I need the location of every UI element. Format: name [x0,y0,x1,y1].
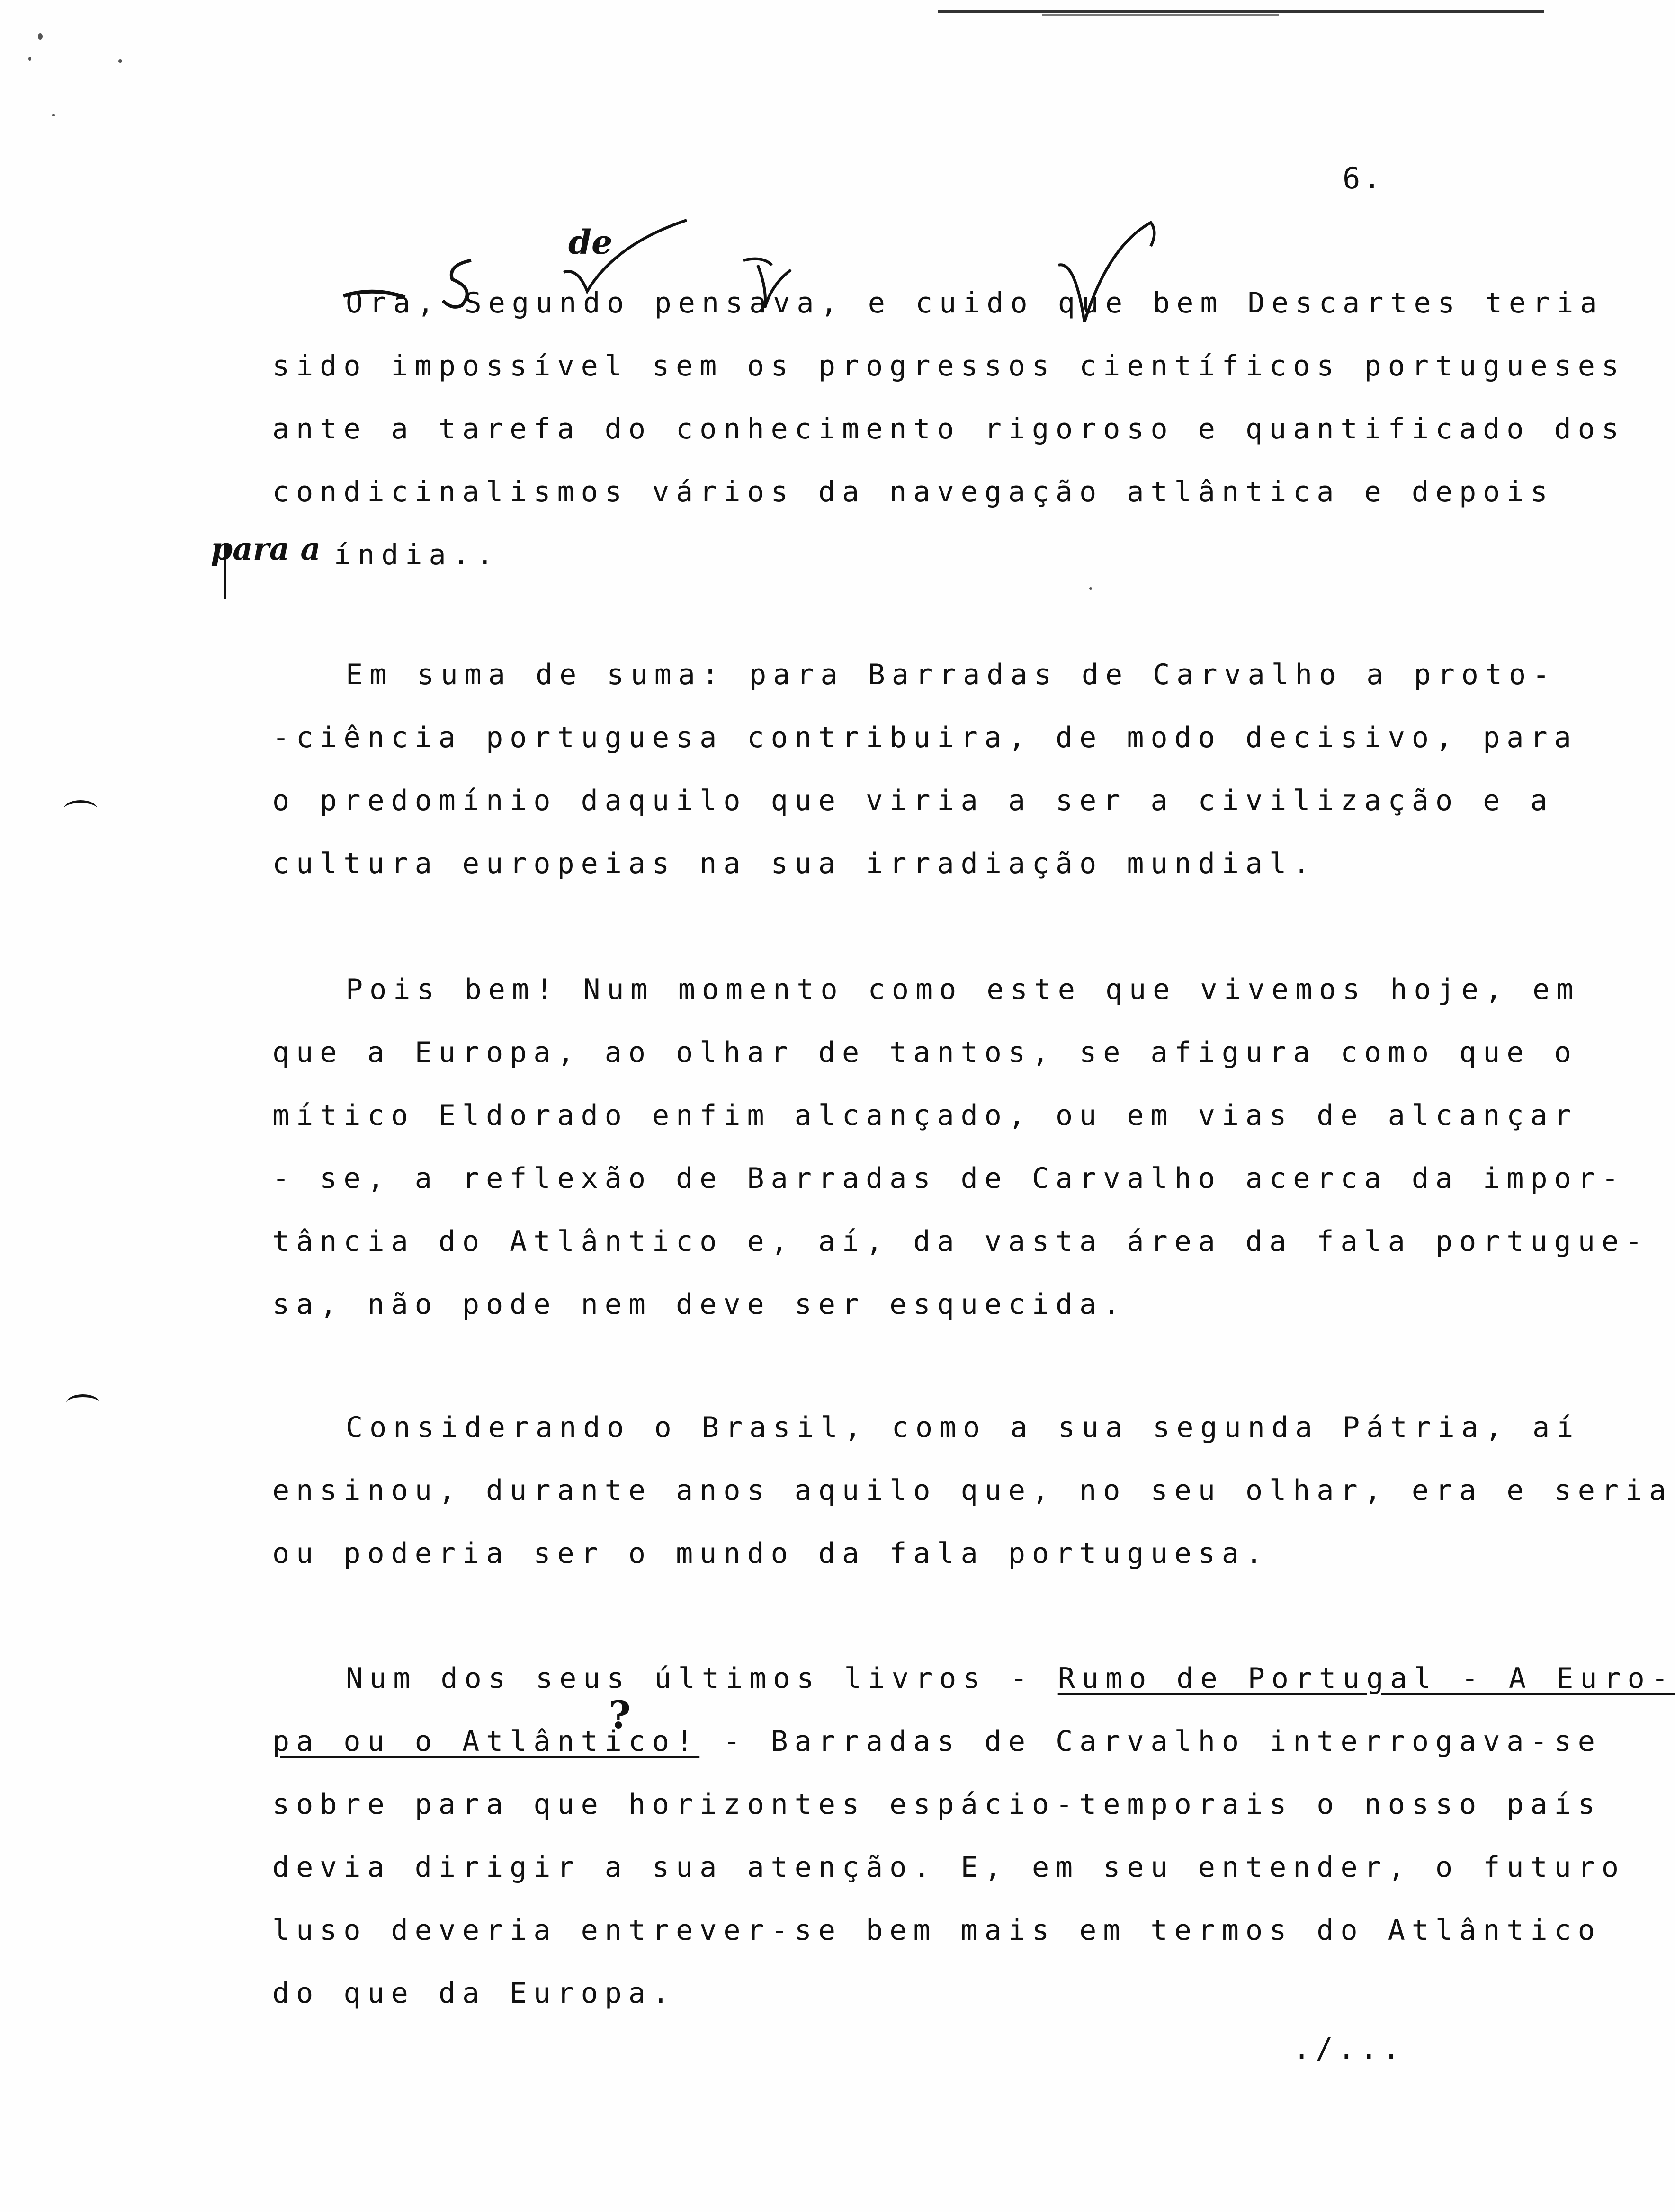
text-line: sa, não pode nem deve ser esquecida. [272,1288,1127,1321]
paragraph-4 [272,1411,1673,1602]
text-line: índia.. [334,538,500,571]
text-line: do que da Europa. [272,1977,676,2010]
scan-speck [52,114,55,116]
handwritten-insertion: de [568,223,613,262]
text-line: tância do Atlântico e, aí, da vasta área da fala portugue- [272,1225,1649,1258]
text-line: sido impossível sem os progressos científicos portugueses [272,349,1626,383]
margin-bracket-mark [64,800,97,817]
handwritten-question-mark: ? [609,1693,631,1737]
margin-note-stem [220,544,230,601]
text-line: ensinou, durante anos aquilo que, no seu olhar, era e seria [272,1474,1673,1507]
text-line: cultura europeias na sua irradiação mundial. [272,847,1317,880]
text-line: o predomínio daquilo que viria a ser a civilização e a [272,784,1554,817]
top-edge-line-secondary [1042,14,1279,16]
text-line: ou poderia ser o mundo da fala portuguesa. [272,1537,1270,1570]
text-line: luso deveria entrever-se bem mais em termos do Atlântico [272,1914,1602,1947]
text-line: devia dirigir a sua atenção. E, em seu entender, o futuro [272,1851,1626,1884]
continuation-marker: ./... [1293,2031,1405,2066]
text-line: condicinalismos vários da navegação atlântica e depois [272,475,1554,508]
scan-speck [118,59,122,63]
text-line: que a Europa, ao olhar de tantos, se afigura como que o [272,1036,1578,1069]
paragraph-3 [272,973,1649,1353]
page-number: 6. [1343,161,1384,196]
margin-bracket-mark [66,1394,99,1411]
text-line: -ciência portuguesa contribuira, de modo decisivo, para [272,721,1578,754]
book-title-underlined: pa ou o Atlântico! [272,1725,700,1758]
text-line: - se, a reflexão de Barradas de Carvalho acerca da impor- [272,1162,1626,1195]
margin-note: para a [211,530,321,567]
paragraph-5 [272,1662,1675,2042]
text-line: Ora, Segundo pensava, e cuido que bem Descartes teria [346,286,1604,320]
paragraph-2 [272,658,1578,912]
text-line: sobre para que horizontes espácio-temporais o nosso país [272,1788,1602,1821]
text-line [272,1662,1675,1727]
scan-speck [28,57,31,61]
text-line [272,1725,1602,1790]
text-line: Em suma de suma: para Barradas de Carvalho a proto- [346,658,1557,691]
paragraph-1 [272,286,1626,604]
top-edge-line [938,10,1544,13]
text-line: mítico Eldorado enfim alcançado, ou em vias de alcançar [272,1099,1578,1132]
scan-speck [38,33,43,40]
inline-text: - Barradas de Carvalho interrogava-se [699,1725,1602,1758]
text-line: ante a tarefa do conhecimento rigoroso e quantificado dos [272,412,1626,446]
inline-text: Num dos seus últimos livros - [346,1662,1058,1695]
book-title-underlined: Rumo de Portugal - A Euro- [1057,1662,1675,1695]
text-line: Considerando o Brasil, como a sua segunda Pátria, aí [346,1411,1580,1444]
text-line: Pois bem! Num momento como este que vivemos hoje, em [346,973,1580,1006]
